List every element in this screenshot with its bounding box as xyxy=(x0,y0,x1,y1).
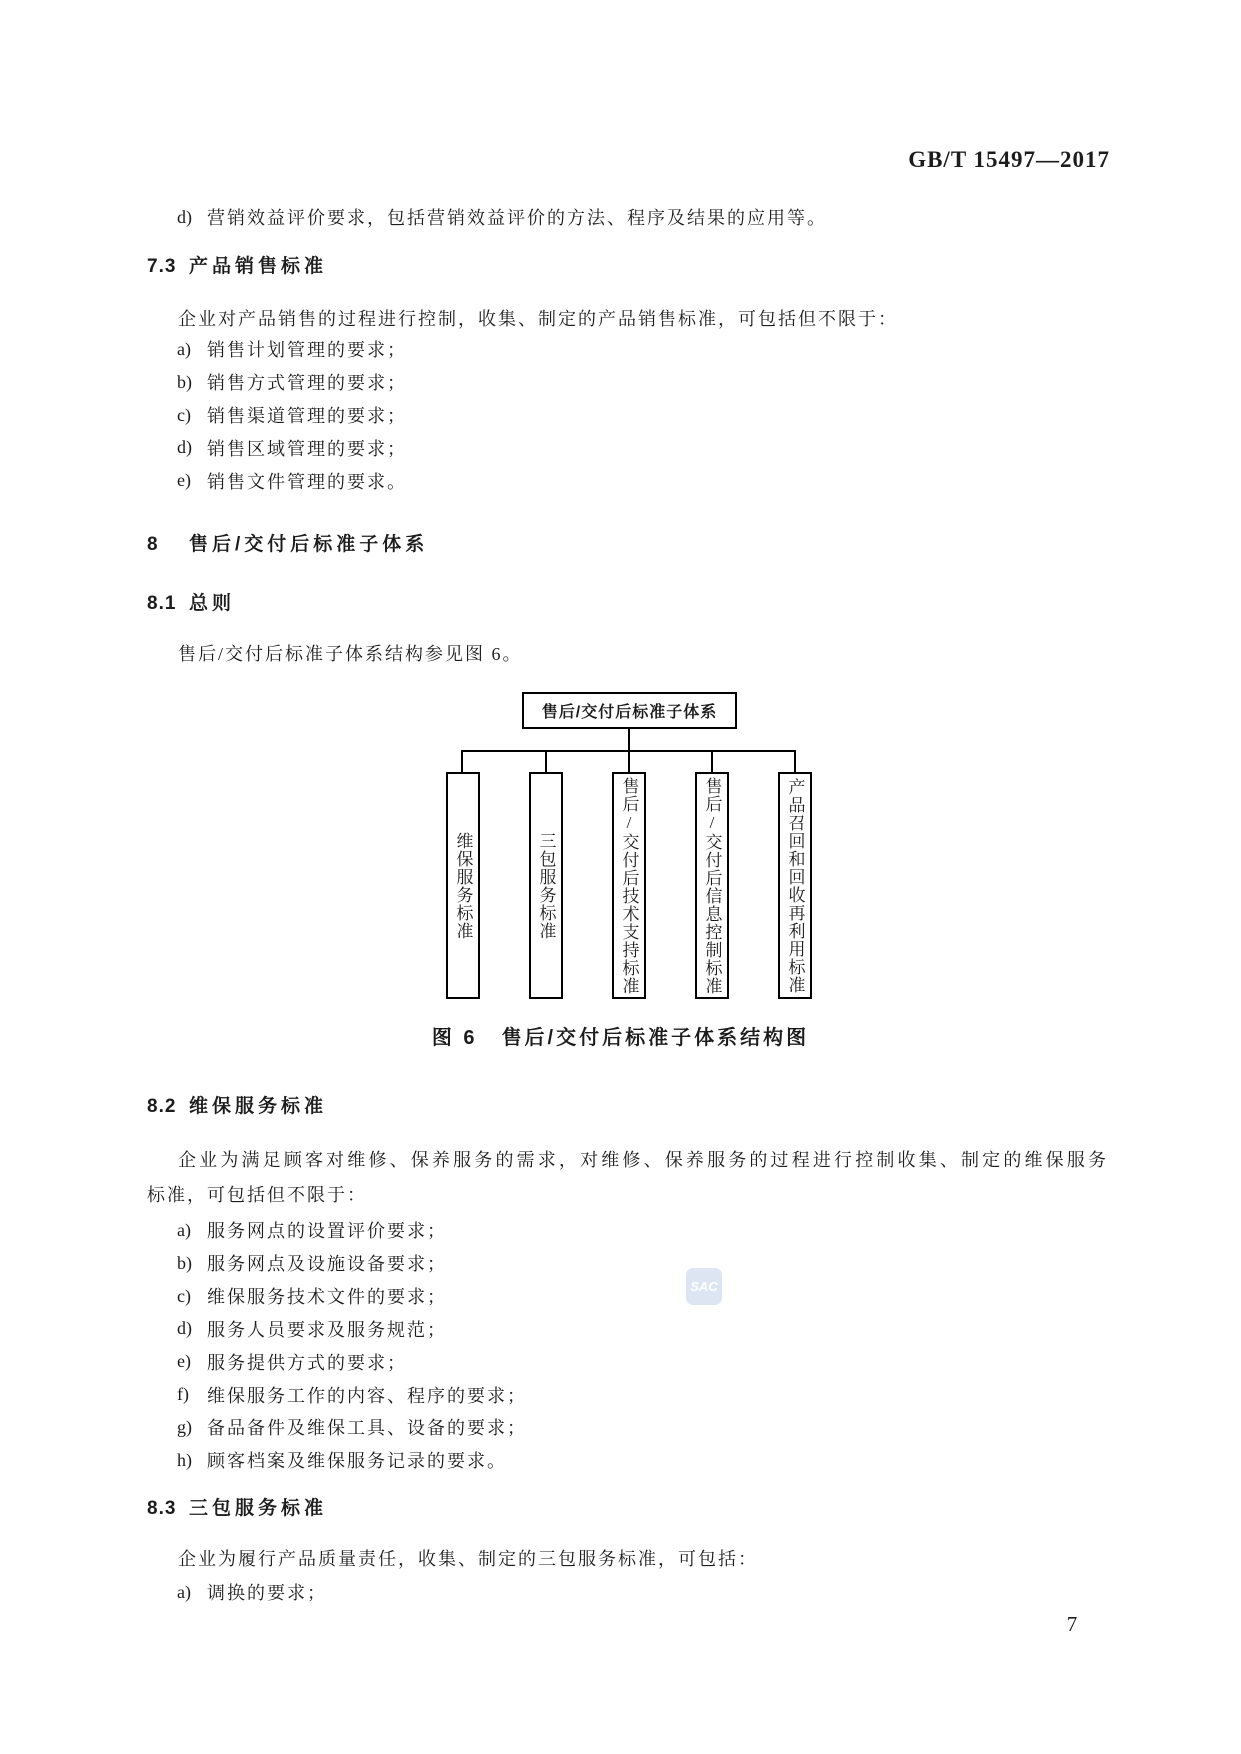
list-8-2 xyxy=(177,1214,527,1477)
list-item xyxy=(177,1345,527,1378)
section-number: 8.3 xyxy=(147,1498,177,1519)
list-item-label: a) xyxy=(177,1219,191,1240)
list-item-text: 调换的要求； xyxy=(207,1583,327,1603)
section-number: 8 xyxy=(147,534,159,555)
figure-child-label: 三包服务标准 xyxy=(536,831,556,940)
list-item-label: h) xyxy=(177,1449,192,1470)
section-heading-8-2 xyxy=(147,1096,327,1118)
doc-header-standard-number: GB/T 15497—2017 xyxy=(908,147,1110,172)
section-heading-8-3 xyxy=(147,1498,327,1520)
list-item-text: 销售方式管理的要求； xyxy=(207,373,407,394)
list-item xyxy=(177,1444,527,1477)
figure-child-box xyxy=(778,772,812,999)
paragraph-line: 企业为满足顾客对维修、保养服务的需求，对维修、保养服务的过程进行控制收集、制定的维保服务 xyxy=(178,1150,1108,1170)
list-item-text: 销售计划管理的要求； xyxy=(207,340,407,361)
list-item-text: 维保服务工作的内容、程序的要求； xyxy=(207,1385,527,1406)
section-heading-8-1 xyxy=(147,593,235,615)
section-title: 总则 xyxy=(189,593,236,614)
list-item-text: 销售区域管理的要求； xyxy=(207,438,407,459)
list-item-text: 服务提供方式的要求； xyxy=(207,1352,407,1373)
section-number: 8.1 xyxy=(147,593,177,614)
connector-drop xyxy=(461,752,463,772)
figure-child-label: 售后/交付后信息控制标准 xyxy=(702,776,722,995)
figure-child-box xyxy=(612,772,646,999)
figure-child-box xyxy=(695,772,729,999)
list-item-label: c) xyxy=(177,1285,191,1306)
list-item xyxy=(177,1247,527,1280)
list-item xyxy=(177,1411,527,1444)
paragraph-line: 标准，可包括但不限于： xyxy=(147,1185,367,1205)
figure-root-box: 售后/交付后标准子体系 xyxy=(522,692,737,729)
list-item-label: a) xyxy=(177,338,191,359)
list-item xyxy=(177,366,407,399)
list-item-text: 销售渠道管理的要求； xyxy=(207,406,407,427)
section-number: 7.3 xyxy=(147,256,177,277)
list-item xyxy=(177,1280,527,1313)
list-item-text: 销售文件管理的要求。 xyxy=(207,471,407,492)
connector-drop xyxy=(794,752,796,772)
figure-child-label: 产品召回和回收再利用标准 xyxy=(785,777,805,994)
paragraph-8-1-intro: 售后/交付后标准子体系结构参见图 6。 xyxy=(178,644,523,664)
list-item-text: 服务网点及设施设备要求； xyxy=(207,1254,447,1275)
list-7-3 xyxy=(177,333,407,497)
list-item-label: b) xyxy=(177,371,192,392)
connector-drop xyxy=(545,752,547,772)
section-heading-7-3 xyxy=(147,256,327,278)
section-title: 产品销售标准 xyxy=(189,256,328,277)
list-item-text: 服务人员要求及服务规范； xyxy=(207,1319,447,1340)
section-heading-8 xyxy=(147,534,428,556)
connector-stem xyxy=(628,729,630,750)
list-item-text: 顾客档案及维保服务记录的要求。 xyxy=(207,1451,507,1472)
figure-child-box xyxy=(446,772,480,999)
list-item-text: 营销效益评价要求，包括营销效益评价的方法、程序及结果的应用等。 xyxy=(207,208,827,228)
list-item-label: d) xyxy=(177,206,192,227)
list-item-label: c) xyxy=(177,404,191,425)
list-item-label: d) xyxy=(177,1318,192,1339)
list-item xyxy=(177,1214,527,1247)
list-item xyxy=(177,1313,527,1346)
connector-drop xyxy=(628,752,630,772)
list-item xyxy=(177,1378,527,1411)
list-item-label: f) xyxy=(177,1384,189,1405)
list-item-label: e) xyxy=(177,1351,191,1372)
list-item-text: 维保服务技术文件的要求； xyxy=(207,1287,447,1308)
list-item xyxy=(177,432,407,465)
list-item-text: 备品备件及维保工具、设备的要求； xyxy=(207,1418,527,1439)
page-number: 7 xyxy=(1066,1612,1078,1636)
list-item-label: a) xyxy=(177,1581,191,1602)
figure-caption-text: 售后/交付后标准子体系结构图 xyxy=(501,1027,810,1049)
lead-list-item xyxy=(177,205,827,229)
section-number: 8.2 xyxy=(147,1096,177,1117)
list-item xyxy=(177,333,407,366)
paragraph-7-3-intro: 企业对产品销售的过程进行控制，收集、制定的产品销售标准，可包括但不限于： xyxy=(178,309,898,329)
figure-caption xyxy=(0,1025,1241,1052)
list-item-label: e) xyxy=(177,470,191,491)
list-item xyxy=(177,399,407,432)
figure-caption-label: 图 6 xyxy=(431,1027,478,1049)
list-item-text: 服务网点的设置评价要求； xyxy=(207,1221,447,1242)
list-item xyxy=(177,464,407,497)
list-item-label: d) xyxy=(177,437,192,458)
figure-child-label: 售后/交付后技术支持标准 xyxy=(619,776,639,995)
connector-drop xyxy=(711,752,713,772)
list-item-label: b) xyxy=(177,1252,192,1273)
section-title: 售后/交付后标准子体系 xyxy=(189,534,429,555)
section-title: 维保服务标准 xyxy=(189,1096,328,1117)
figure-child-label: 维保服务标准 xyxy=(453,831,473,940)
sac-watermark-text: SAC xyxy=(690,1279,718,1294)
section-title: 三包服务标准 xyxy=(189,1498,328,1519)
paragraph-8-2-intro xyxy=(147,1143,1108,1213)
list-item-label: g) xyxy=(177,1416,192,1437)
list-8-3-item xyxy=(177,1580,327,1604)
figure-child-box xyxy=(529,772,563,999)
paragraph-8-3-intro: 企业为履行产品质量责任，收集、制定的三包服务标准，可包括： xyxy=(178,1549,758,1569)
sac-watermark-logo xyxy=(686,1268,722,1305)
